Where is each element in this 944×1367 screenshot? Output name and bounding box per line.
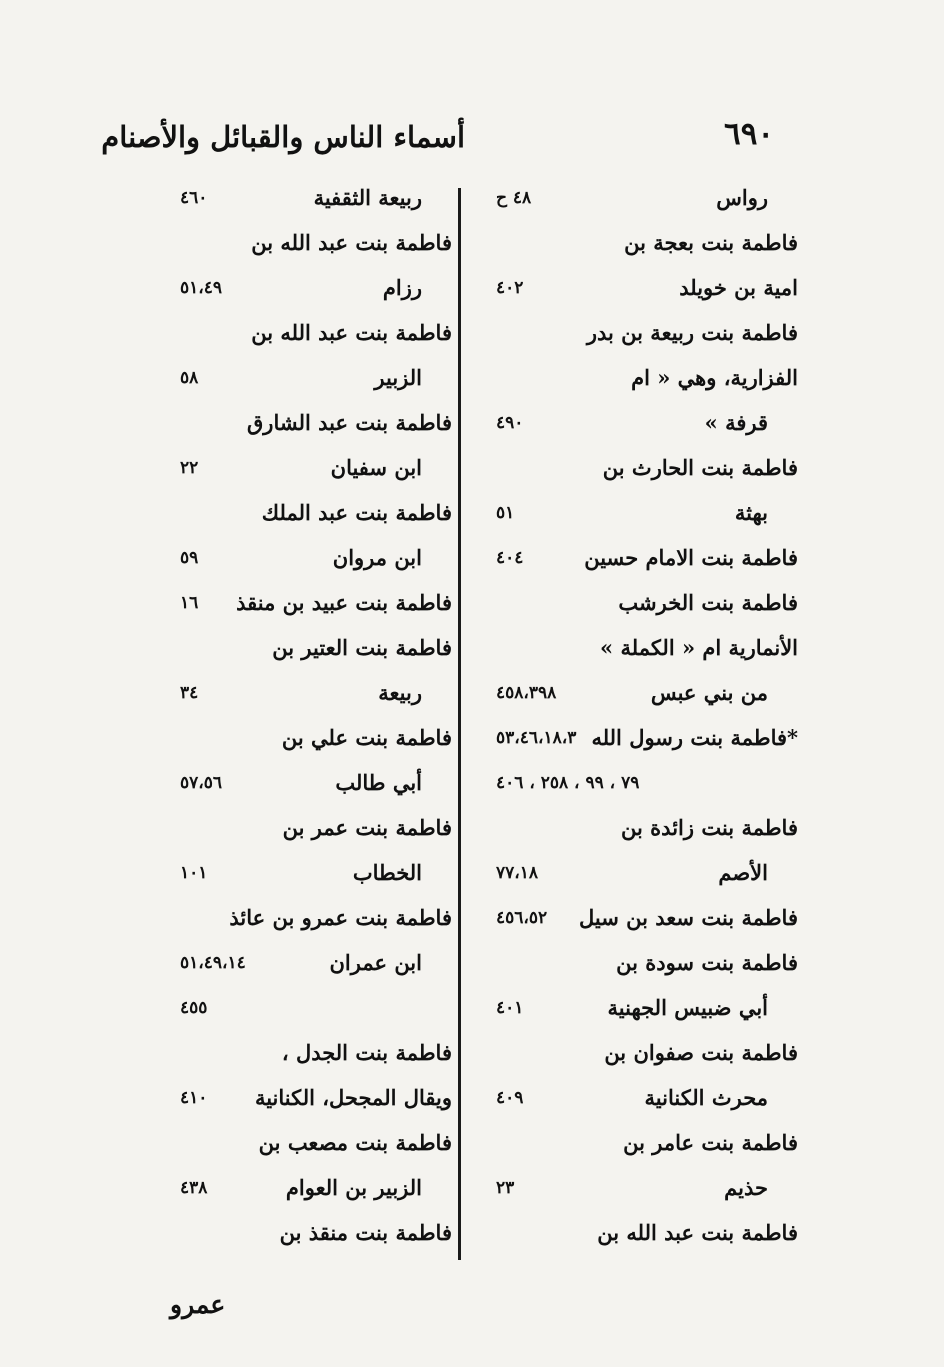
entry-name: فاطمة بنت عبد الله بن xyxy=(251,320,452,345)
entry-page-refs: ٤٥٥ xyxy=(180,998,208,1018)
entry-page-refs: ٥٩ xyxy=(180,548,199,568)
index-entry xyxy=(140,268,452,308)
index-entry xyxy=(140,1168,452,1208)
entry-name: أبي طالب xyxy=(335,770,422,795)
index-entry xyxy=(140,1033,452,1073)
index-entry xyxy=(478,538,798,578)
index-entry xyxy=(478,403,798,443)
entry-name: قرفة » xyxy=(704,410,768,435)
index-entry xyxy=(478,1213,798,1253)
index-entry xyxy=(140,898,452,938)
entry-name: رزام xyxy=(382,275,422,300)
index-entry xyxy=(478,223,798,263)
index-entry xyxy=(140,718,452,758)
entry-page-refs: ٤٠٢ xyxy=(496,278,524,298)
entry-name: الخطاب xyxy=(352,860,422,885)
entry-name: فاطمة بنت سعد بن سيل xyxy=(578,905,798,930)
entry-name: فاطمة بنت العتير بن xyxy=(272,635,452,660)
page-header-title: أسماء الناس والقبائل والأصنام xyxy=(101,120,465,154)
index-entry xyxy=(478,763,798,803)
entry-name: ابن مروان xyxy=(332,545,422,570)
entry-page-refs: ٣٤ xyxy=(180,683,199,703)
index-entry xyxy=(140,313,452,353)
entry-page-refs: ٥٣،٤٦،١٨،٣ xyxy=(496,728,577,748)
index-entry xyxy=(140,358,452,398)
entry-name: الأنمارية ام « الكملة » xyxy=(600,635,798,660)
entry-name: فاطمة بنت ربيعة بن بدر xyxy=(586,320,798,345)
entry-page-refs: ٤٩٠ xyxy=(496,413,524,433)
entry-name: الزبير xyxy=(374,365,422,390)
entry-page-refs: ٢٣ xyxy=(496,1178,515,1198)
entry-name: ربيعة xyxy=(378,680,422,705)
page-number: ٦٩٠ xyxy=(724,116,774,152)
index-entry xyxy=(140,673,452,713)
entry-name: فاطمة بنت مصعب بن xyxy=(258,1130,452,1155)
entry-name: ابن سفيان xyxy=(330,455,422,480)
index-entry xyxy=(478,628,798,668)
index-entry xyxy=(140,808,452,848)
index-entry xyxy=(478,268,798,308)
index-entry xyxy=(478,358,798,398)
index-entry xyxy=(140,763,452,803)
index-entry xyxy=(140,403,452,443)
entry-name: فاطمة بنت عبد الله بن xyxy=(597,1220,798,1245)
index-entry xyxy=(478,1168,798,1208)
entry-page-refs: ٤١٠ xyxy=(180,1088,208,1108)
entry-name: حذيم xyxy=(724,1175,768,1200)
index-entry xyxy=(140,1213,452,1253)
entry-name: امية بن خويلد xyxy=(679,275,798,300)
entry-page-refs: ٤٠٩ xyxy=(496,1088,524,1108)
index-entry xyxy=(478,1078,798,1118)
index-entry xyxy=(478,178,798,218)
entry-page-refs: ٧٧،١٨ xyxy=(496,863,539,883)
entry-name: *فاطمة بنت رسول الله xyxy=(591,725,798,750)
entry-name: فاطمة بنت بعجة بن xyxy=(624,230,798,255)
entry-name: ابن عمران xyxy=(329,950,422,975)
index-entry xyxy=(140,943,452,983)
entry-name: فاطمة بنت عبد الملك xyxy=(261,500,452,525)
entry-page-refs: ٤٥٦،٥٢ xyxy=(496,908,548,928)
entry-name: فاطمة بنت عبيد بن منقذ xyxy=(236,590,452,615)
right-index-column xyxy=(478,178,798,1258)
index-entry xyxy=(478,898,798,938)
entry-page-refs: ٤٥٨،٣٩٨ xyxy=(496,683,557,703)
entry-page-refs: ٤٠٤ xyxy=(496,548,524,568)
index-entry xyxy=(140,1078,452,1118)
entry-name: رواس xyxy=(716,185,768,210)
entry-name: أبي ضبيس الجهنية xyxy=(607,995,768,1020)
index-entry xyxy=(140,178,452,218)
entry-page-refs: ٢٢ xyxy=(180,458,199,478)
entry-name: ويقال المجحل، الكنانية xyxy=(254,1085,452,1110)
entry-name: فاطمة بنت الجدل ، xyxy=(281,1040,452,1065)
index-entry xyxy=(140,988,452,1028)
index-entry xyxy=(140,538,452,578)
index-entry xyxy=(478,493,798,533)
footer-catchword: عمرو xyxy=(170,1290,226,1319)
entry-name: ربيعة الثقفية xyxy=(313,185,422,210)
entry-name: فاطمة بنت الامام حسين xyxy=(584,545,798,570)
entry-name: فاطمة بنت عمرو بن عائذ xyxy=(229,905,452,930)
index-entry xyxy=(140,448,452,488)
entry-name: الفزارية، وهي « ام xyxy=(631,365,798,390)
index-entry xyxy=(478,808,798,848)
entry-name: من بني عبس xyxy=(650,680,768,705)
entry-page-refs: ١٠١ xyxy=(180,863,208,883)
index-entry xyxy=(478,853,798,893)
entry-name: فاطمة بنت علي بن xyxy=(281,725,452,750)
entry-name: بهثة xyxy=(734,500,768,525)
index-entry xyxy=(478,313,798,353)
index-entry xyxy=(478,718,798,758)
entry-page-refs: ٥٨ xyxy=(180,368,199,388)
entry-name: فاطمة بنت عبد الشارق xyxy=(247,410,452,435)
index-entry xyxy=(478,448,798,488)
entry-page-refs: ٥١،٤٩ xyxy=(180,278,223,298)
index-entry xyxy=(478,988,798,1028)
index-entry xyxy=(478,1033,798,1073)
index-entry xyxy=(140,628,452,668)
index-entry xyxy=(478,583,798,623)
index-entry xyxy=(478,943,798,983)
entry-name: فاطمة بنت منقذ بن xyxy=(279,1220,452,1245)
entry-name: محرث الكنانية xyxy=(644,1085,768,1110)
index-entry xyxy=(140,853,452,893)
entry-name: فاطمة بنت صفوان بن xyxy=(604,1040,798,1065)
left-index-column xyxy=(140,178,452,1258)
entry-page-refs: ٥١،٤٩،١٤ xyxy=(180,953,246,973)
entry-name: فاطمة بنت عامر بن xyxy=(623,1130,798,1155)
entry-name: فاطمة بنت الخرشب xyxy=(618,590,798,615)
entry-page-refs: ٥٧،٥٦ xyxy=(180,773,223,793)
entry-name: فاطمة بنت عمر بن xyxy=(282,815,452,840)
entry-name: فاطمة بنت زائدة بن xyxy=(621,815,798,840)
entry-name: الزبير بن العوام xyxy=(285,1175,422,1200)
entry-page-refs: ٤٣٨ xyxy=(180,1178,208,1198)
entry-page-refs: ٤٦٠ xyxy=(180,188,208,208)
entry-page-refs: ١٦ xyxy=(180,593,199,613)
index-entry xyxy=(478,1123,798,1163)
entry-name: فاطمة بنت سودة بن xyxy=(616,950,798,975)
column-divider xyxy=(458,188,461,1260)
entry-page-refs: ٤٨ ح xyxy=(496,188,532,208)
index-entry xyxy=(478,673,798,713)
index-entry xyxy=(140,1123,452,1163)
entry-name: فاطمة بنت عبد الله بن xyxy=(251,230,452,255)
entry-name: فاطمة بنت الحارث بن xyxy=(602,455,798,480)
entry-name: الأصم xyxy=(718,860,768,885)
entry-page-refs: ٧٩ ، ٩٩ ، ٢٥٨ ، ٤٠٦ xyxy=(496,773,640,793)
index-entry xyxy=(140,493,452,533)
index-entry xyxy=(140,583,452,623)
entry-page-refs: ٥١ xyxy=(496,503,515,523)
entry-page-refs: ٤٠١ xyxy=(496,998,524,1018)
index-entry xyxy=(140,223,452,263)
